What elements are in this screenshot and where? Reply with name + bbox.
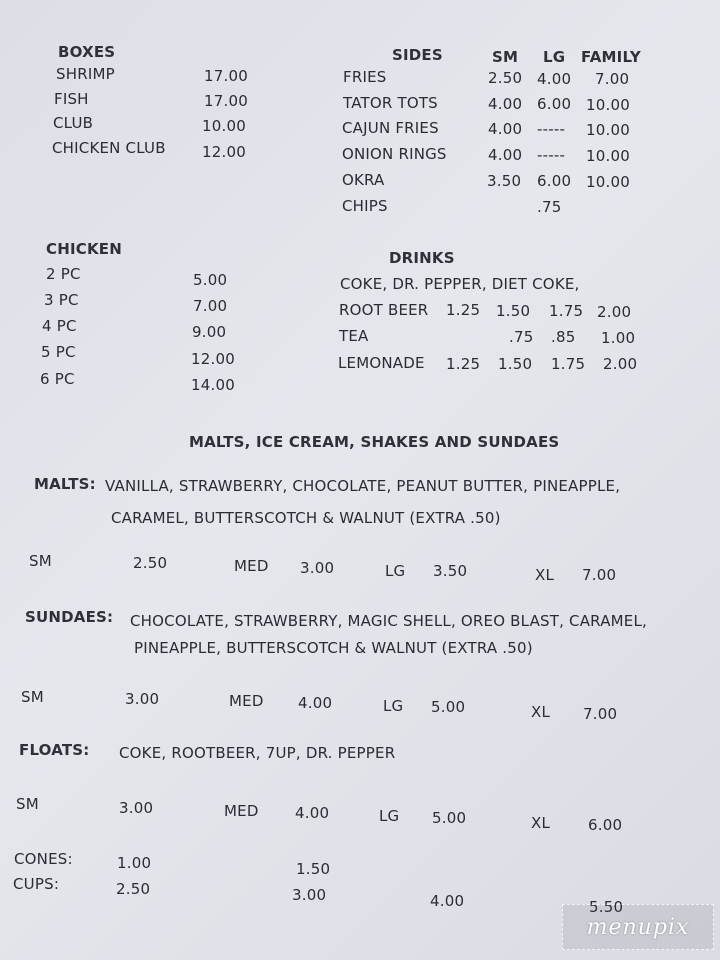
- floats-size-price: 6.00: [588, 816, 623, 834]
- drink-price: .75: [509, 328, 534, 346]
- floats-size-price: 3.00: [119, 799, 154, 817]
- side-price-sm: 4.00: [488, 95, 523, 113]
- sundaes-size-price: 3.00: [125, 690, 160, 708]
- side-price-sm: 4.00: [488, 146, 523, 164]
- side-item-name: FRIES: [343, 68, 387, 86]
- chicken-item-price: 14.00: [191, 376, 235, 394]
- drink-price: .85: [551, 328, 576, 346]
- drink-price: 1.75: [549, 302, 584, 320]
- sundaes-flavors-line2: PINEAPPLE, BUTTERSCOTCH & WALNUT (EXTRA .50): [134, 639, 533, 657]
- drink-item-name: TEA: [339, 327, 369, 345]
- box-item-price: 17.00: [204, 92, 248, 110]
- side-price-lg: .75: [537, 198, 562, 216]
- sundaes-size-price: 7.00: [583, 705, 618, 723]
- side-price-family: 10.00: [586, 96, 630, 114]
- cones-label: CONES:: [14, 850, 73, 868]
- side-price-lg: 6.00: [537, 95, 572, 113]
- cups-price: 3.00: [292, 886, 327, 904]
- side-item-name: OKRA: [342, 171, 385, 189]
- watermark-text: menupix: [586, 914, 690, 940]
- box-item-price: 12.00: [202, 143, 246, 161]
- cups-label: CUPS:: [13, 875, 60, 893]
- chicken-item-name: 2 PC: [46, 265, 81, 283]
- drink-price: 2.00: [603, 355, 638, 373]
- side-price-family: 10.00: [586, 121, 630, 139]
- drink-price: 1.50: [498, 355, 533, 373]
- side-item-name: CAJUN FRIES: [342, 119, 439, 137]
- malts-flavors-line2: CARAMEL, BUTTERSCOTCH & WALNUT (EXTRA .50): [111, 509, 501, 527]
- chicken-item-name: 4 PC: [42, 317, 77, 335]
- menupix-watermark: [562, 904, 714, 950]
- box-item-name: SHRIMP: [56, 65, 115, 83]
- malts-size-price: 7.00: [582, 566, 617, 584]
- box-item-name: CLUB: [53, 114, 94, 132]
- side-price-sm: 3.50: [487, 172, 522, 190]
- side-price-lg: -----: [537, 120, 566, 138]
- chicken-item-price: 5.00: [193, 271, 228, 289]
- drink-price: 2.00: [597, 303, 632, 321]
- drinks-title: DRINKS: [389, 249, 455, 267]
- box-item-name: CHICKEN CLUB: [52, 139, 166, 157]
- side-price-sm: 4.00: [488, 120, 523, 138]
- drink-price: 1.25: [446, 355, 481, 373]
- cups-price: 4.00: [430, 892, 465, 910]
- floats-label: FLOATS:: [19, 741, 90, 759]
- malts-flavors-line1: VANILLA, STRAWBERRY, CHOCOLATE, PEANUT BUTTER, PINEAPPLE,: [105, 477, 621, 495]
- drink-price: 1.00: [601, 329, 636, 347]
- sundaes-size-price: 4.00: [298, 694, 333, 712]
- side-item-name: CHIPS: [342, 197, 388, 215]
- malts-size-label: XL: [535, 566, 555, 584]
- sundaes-size-label: SM: [21, 688, 44, 706]
- malts-label: MALTS:: [34, 475, 96, 493]
- side-price-lg: 6.00: [537, 172, 572, 190]
- malts-size-label: MED: [234, 557, 269, 575]
- malts-size-price: 3.00: [300, 559, 335, 577]
- sides-header-lg: LG: [543, 48, 566, 66]
- side-price-lg: 4.00: [537, 70, 572, 88]
- floats-size-price: 5.00: [432, 809, 467, 827]
- malts-size-price: 2.50: [133, 554, 168, 572]
- floats-size-price: 4.00: [295, 804, 330, 822]
- chicken-item-name: 5 PC: [41, 343, 76, 361]
- sides-header-sm: SM: [492, 48, 519, 66]
- box-item-price: 17.00: [204, 67, 248, 85]
- side-item-name: ONION RINGS: [342, 145, 447, 163]
- sundaes-flavors-line1: CHOCOLATE, STRAWBERRY, MAGIC SHELL, OREO BLAST, CARAMEL,: [130, 612, 648, 630]
- sundaes-size-label: MED: [229, 692, 264, 710]
- sundaes-size-label: LG: [383, 697, 404, 715]
- side-price-family: 7.00: [595, 70, 630, 88]
- drink-price: 1.50: [496, 302, 531, 320]
- floats-size-label: LG: [379, 807, 400, 825]
- drink-item-name: ROOT BEER: [339, 301, 429, 319]
- chicken-item-price: 12.00: [191, 350, 235, 368]
- floats-flavors-line1: COKE, ROOTBEER, 7UP, DR. PEPPER: [119, 744, 396, 762]
- chicken-title: CHICKEN: [46, 240, 122, 258]
- floats-size-label: SM: [16, 795, 39, 813]
- cones-price: 1.50: [296, 860, 331, 878]
- boxes-title: BOXES: [58, 43, 116, 61]
- side-price-family: 10.00: [586, 147, 630, 165]
- drink-item-name: LEMONADE: [338, 354, 425, 372]
- malts-size-label: SM: [29, 552, 52, 570]
- chicken-item-price: 9.00: [192, 323, 227, 341]
- sides-title: SIDES: [392, 46, 443, 64]
- chicken-item-price: 7.00: [193, 297, 228, 315]
- floats-size-label: XL: [531, 814, 551, 832]
- box-item-price: 10.00: [202, 117, 246, 135]
- drink-price: 1.75: [551, 355, 586, 373]
- sides-header-family: FAMILY: [581, 48, 641, 66]
- cups-price: 5.50: [589, 898, 624, 916]
- sundaes-size-label: XL: [531, 703, 551, 721]
- cones-price: 1.00: [117, 854, 152, 872]
- floats-size-label: MED: [224, 802, 259, 820]
- side-price-family: 10.00: [586, 173, 630, 191]
- sundaes-size-price: 5.00: [431, 698, 466, 716]
- box-item-name: FISH: [54, 90, 89, 108]
- side-price-lg: -----: [537, 146, 566, 164]
- ice-cream-section-title: MALTS, ICE CREAM, SHAKES AND SUNDAES: [189, 433, 560, 451]
- drinks-line: COKE, DR. PEPPER, DIET COKE,: [340, 275, 580, 293]
- malts-size-label: LG: [385, 562, 406, 580]
- malts-size-price: 3.50: [433, 562, 468, 580]
- cups-price: 2.50: [116, 880, 151, 898]
- side-item-name: TATOR TOTS: [343, 94, 438, 112]
- chicken-item-name: 3 PC: [44, 291, 79, 309]
- chicken-item-name: 6 PC: [40, 370, 75, 388]
- drink-price: 1.25: [446, 301, 481, 319]
- sundaes-label: SUNDAES:: [25, 608, 114, 626]
- side-price-sm: 2.50: [488, 69, 523, 87]
